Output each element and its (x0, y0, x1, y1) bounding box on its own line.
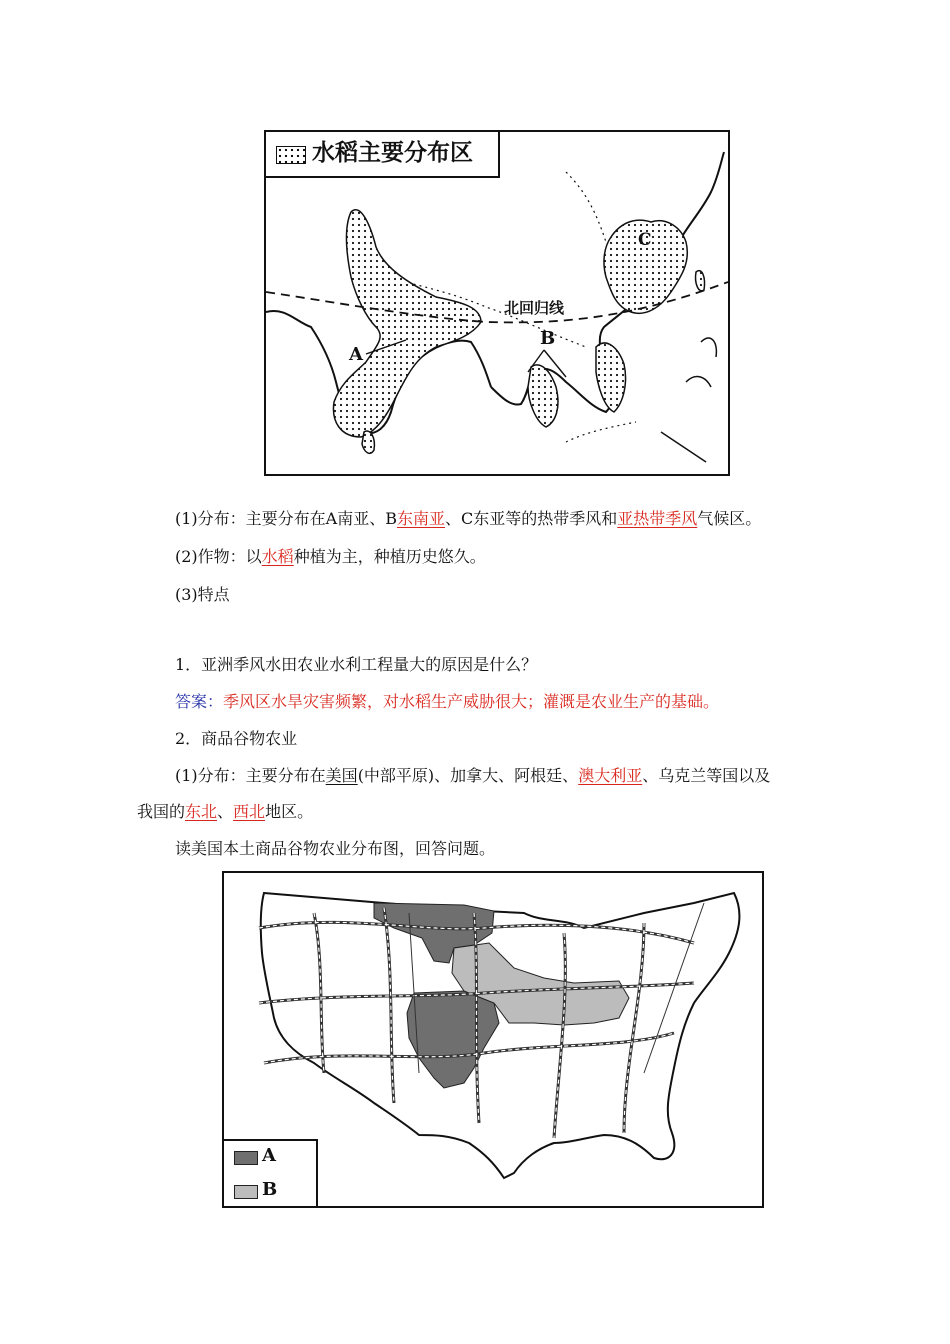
rice-area-sri-lanka (362, 431, 374, 453)
grain-distribution-line2 (137, 801, 313, 823)
answer-blank-southeast-asia: 东南亚 (396, 509, 445, 528)
map-label-c: C (638, 230, 652, 250)
rice-crop-line (175, 546, 486, 568)
answer-blank-subtropical-monsoon: 亚热带季风 (617, 509, 698, 528)
answer-label: 答案： (175, 692, 224, 711)
rice-distribution-line (175, 508, 761, 530)
legend-swatch-b (234, 1185, 258, 1199)
rice-crop-prefix: (2)作物：以 (175, 547, 262, 566)
usa-grain-map (222, 871, 764, 1208)
read-map-instruction: 读美国本土商品谷物农业分布图，回答问题。 (175, 839, 496, 858)
rice-distribution-suffix: 气候区。 (697, 509, 762, 528)
legend-swatch-rice (276, 146, 306, 164)
answer-1 (175, 691, 719, 713)
map-label-b: B (540, 328, 556, 349)
legend-label: 水稻主要分布区 (312, 140, 473, 166)
rice-distribution-prefix: (1)分布：主要分布在A南亚、B (175, 509, 397, 528)
rice-crop-suffix: 种植为主，种植历史悠久。 (293, 547, 486, 566)
rice-distribution-mid: 、C东亚等的热带季风和 (445, 509, 618, 528)
grain-line2-sep: 、 (217, 802, 234, 821)
answer-blank-usa: 美国 (325, 766, 358, 785)
answer-blank-northeast: 东北 (185, 802, 218, 821)
asia-rice-map-svg (266, 132, 728, 474)
map-label-a: A (349, 344, 363, 365)
map-legend (266, 132, 500, 178)
asia-rice-map (264, 130, 730, 476)
grain-line2-suffix: 地区。 (265, 802, 314, 821)
grain-line2-prefix: 我国的 (137, 802, 186, 821)
legend-swatch-a (234, 1151, 258, 1165)
legend-label-a: A (262, 1145, 276, 1166)
rice-area-south-asia (333, 210, 481, 437)
rice-features-heading: (3)特点 (175, 585, 230, 604)
grain-line1-prefix: (1)分布：主要分布在 (175, 766, 326, 785)
tropic-label: 北回归线 (504, 299, 565, 317)
grain-distribution-line1 (175, 765, 770, 787)
rice-area-philippines (696, 271, 705, 291)
rice-area-southeast-asia (528, 365, 558, 427)
answer-blank-australia: 澳大利亚 (578, 766, 643, 785)
grain-heading: 2．商品谷物农业 (175, 729, 298, 748)
legend-label-b: B (262, 1179, 278, 1200)
question-1: 1．亚洲季风水田农业水利工程量大的原因是什么？ (175, 655, 538, 674)
rice-area-indochina (596, 343, 626, 412)
answer-text: 季风区水旱灾害频繁，对水稻生产威胁很大；灌溉是农业生产的基础。 (223, 692, 720, 711)
grain-line1-suffix: 、乌克兰等国以及 (642, 766, 771, 785)
usa-map-legend (224, 1139, 318, 1208)
grain-line1-mid: (中部平原)、加拿大、阿根廷、 (357, 766, 579, 785)
answer-blank-rice: 水稻 (261, 547, 294, 566)
answer-blank-northwest: 西北 (233, 802, 266, 821)
